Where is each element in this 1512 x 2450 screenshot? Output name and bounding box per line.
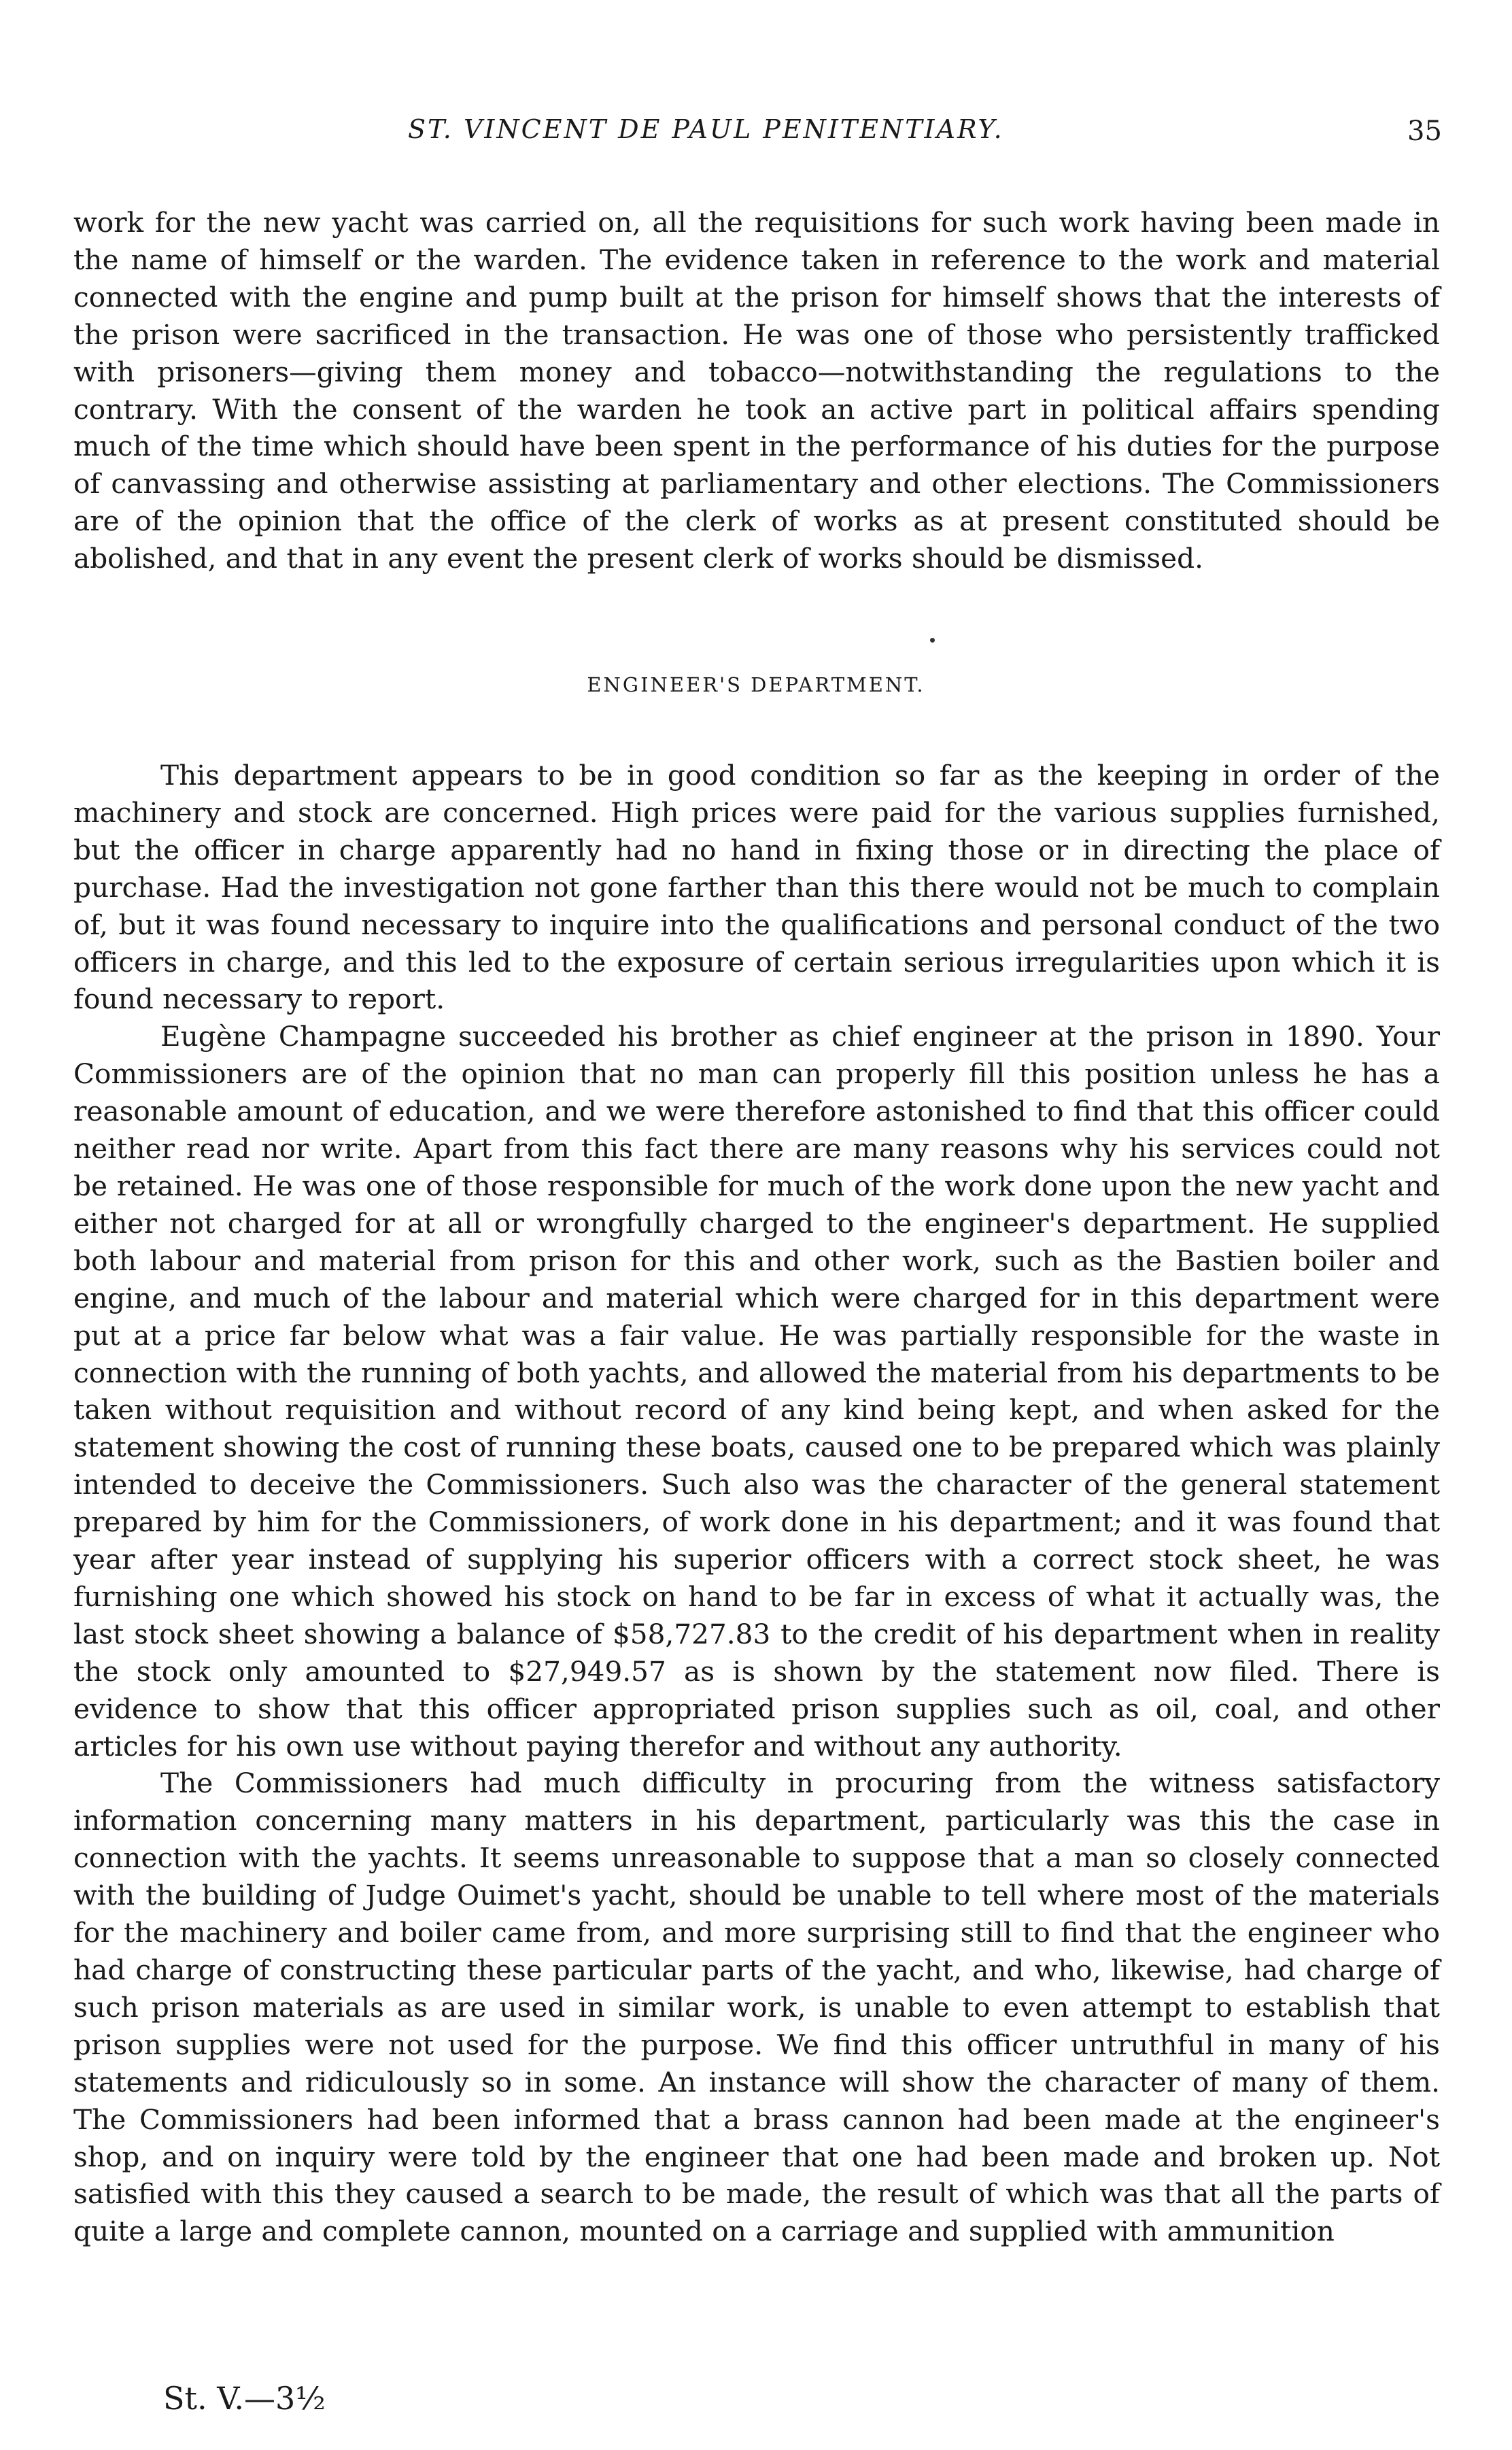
running-title: ST. VINCENT DE PAUL PENITENTIARY. xyxy=(408,114,1004,144)
running-head xyxy=(0,114,1512,155)
section-clerk-of-works xyxy=(73,204,1440,577)
paragraph: This department appears to be in good condition so far as the keeping in order of the machinery and stock are concerned. High prices were paid for the various supplies furnished, but the officer in charge apparently had no hand in fixing those or in directing the place of purchase. Had the investigation not gone farther than this there would not be much to complain of, but it was found necessary to inquire into the qualifications and personal conduct of the two officers in charge, and this led to the exposure of certain serious irregularities upon which it is found necessary to report. xyxy=(73,759,1440,1016)
paragraph: Eugène Champagne succeeded his brother as chief engineer at the prison in 1890. Your Commissioners are of the opinion that no man can properly fill this position unless he has a reasonable amount of education, and we were therefore astonished to find that this officer could neither read nor write. Apart from this fact there are many reasons why his services could not be retained. He was one of those responsible for much of the work done upon the new yacht and either not charged for at all or wrongfully charged to the engineer's department. He supplied both labour and material from prison for this and other work, such as the Bastien boiler and engine, and much of the labour and material which were charged for in this department were put at a price far below what was a fair value. He was partially responsible for the waste in connection with the running of both yachts, and allowed the material from his departments to be taken without requisition and without record of any kind being kept, and when asked for the statement showing the cost of running these boats, caused one to be prepared which was plainly intended to deceive the Commissioners. Such also was the character of the general statement prepared by him for the Commissioners, of work done in his department; and it was found that year after year instead of supplying his superior officers with a correct stock sheet, he was furnishing one which showed his stock on hand to be far in excess of what it actually was, the last stock sheet showing a balance of $58,727.83 to the credit of his department when in reality the stock only amounted to $27,949.57 as is shown by the statement now filed. There is evidence to show that this officer appropriated prison supplies such as oil, coal, and other articles for his own use without paying therefor and without any authority. xyxy=(73,1020,1440,1763)
paragraph: The Commissioners had much difficulty in procuring from the witness satisfactory information concerning many matters in his department, particularly was this the case in connection with the yachts. It seems unreasonable to suppose that a man so closely connected with the building of Judge Ouimet's yacht, should be unable to tell where most of the materials for the machinery and boiler came from, and more surprising still to find that the engineer who had charge of constructing these particular parts of the yacht, and who, likewise, had charge of such prison materials as are used in similar work, is unable to even attempt to establish that prison supplies were not used for the purpose. We find this officer untruthful in many of his statements and ridiculously so in some. An instance will show the character of many of them. The Commissioners had been informed that a brass cannon had been made at the engineer's shop, and on inquiry were told by the engineer that one had been made and broken up. Not satisfied with this they caused a search to be made, the result of which was that all the parts of quite a large and complete cannon, mounted on a carriage and supplied with ammunition xyxy=(73,1767,1440,2248)
section-heading-engineers-department: ENGINEER'S DEPARTMENT. xyxy=(587,673,925,696)
page-number: 35 xyxy=(1407,116,1442,147)
section-engineers-department xyxy=(73,757,1440,2250)
paragraph-continued: work for the new yacht was carried on, all the requisitions for such work having been made in the name of himself or the warden. The evidence taken in reference to the work and material connected with the engine and pump built at the prison for himself shows that the interests of the prison were sacrificed in the transaction. He was one of those who persistently trafficked with prisoners—giving them money and tobacco—notwithstanding the regulations to the contrary. With the consent of the warden he took an active part in political affairs spending much of the time which should have been spent in the performance of his duties for the purpose of canvassing and otherwise assisting at parliamentary and other elections. The Commissioners are of the opinion that the office of the clerk of works as at present constituted should be abolished, and that in any event the present clerk of works should be dismissed. xyxy=(73,206,1440,575)
printer-mark xyxy=(930,638,935,643)
signature-mark: St. V.—3½ xyxy=(163,2380,326,2417)
